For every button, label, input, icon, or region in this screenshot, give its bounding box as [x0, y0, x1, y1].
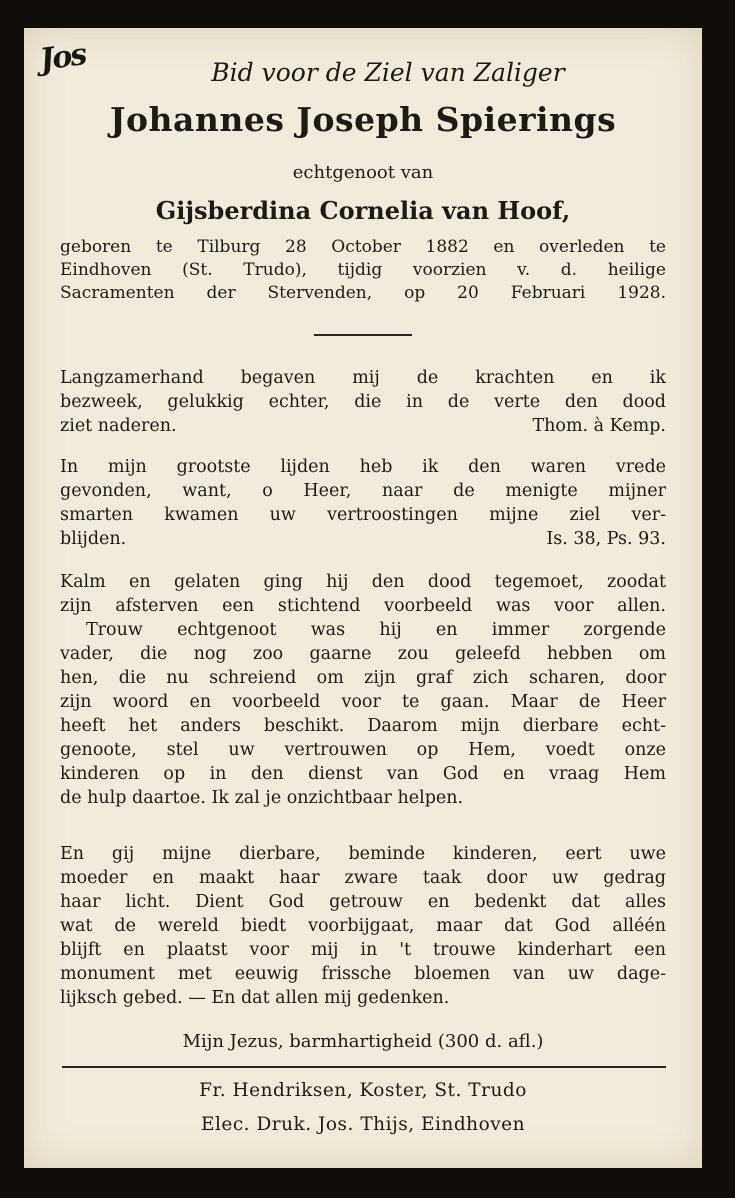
quote-kempis [60, 366, 666, 438]
text-line: gevonden, want, o Heer, naar de menigte mijner [60, 481, 666, 501]
spouse-intro: echtgenoot van [292, 162, 434, 183]
bio-line: geboren te Tilburg 28 October 1882 en overleden te [60, 237, 666, 257]
text-line: heeft het anders beschikt. Daarom mijn dierbare echt- [60, 716, 666, 736]
text-line: moeder en maakt haar zware taak door uw gedrag [60, 868, 666, 888]
text-line: haar licht. Dient God getrouw en bedenkt dat alles [60, 892, 666, 912]
bio-line: Eindhoven (St. Trudo), tijdig voorzien v. d. heilige [60, 260, 666, 280]
paragraph-farewell [60, 570, 666, 810]
bio-line: Sacramenten der Stervenden, op 20 Februari 1928. [60, 283, 666, 303]
memorial-card [24, 28, 702, 1168]
text-line: lijksch gebed. — En dat allen mij gedenken. [60, 988, 450, 1008]
paragraph-children [60, 842, 666, 1010]
prayer-intro: Bid voor de Ziel van Zaliger [211, 58, 565, 87]
spouse-name: Gijsberdina Cornelia van Hoof, [155, 196, 571, 225]
text-line: hen, die nu schreiend om zijn graf zich scharen, door [60, 668, 666, 688]
biography [60, 236, 666, 305]
text-line-start: blijden. [60, 529, 127, 549]
text-line: genoote, stel uw vertrouwen op Hem, voedt onze [60, 740, 666, 760]
closing-prayer: Mijn Jezus, barmhartigheid (300 d. afl.) [182, 1031, 544, 1052]
deceased-name: Johannes Joseph Spierings [109, 100, 617, 139]
text-line: kinderen op in den dienst van God en vraag Hem [60, 764, 666, 784]
divider-short [314, 334, 412, 336]
handwritten-signature: Jos [37, 37, 88, 78]
text-line: Trouw echtgenoot was hij en immer zorgende [86, 620, 666, 640]
text-line: monument met eeuwig frissche bloemen van uw dage- [60, 964, 666, 984]
text-line [60, 414, 666, 438]
text-line: bezweek, gelukkig echter, die in de verte den dood [60, 392, 666, 412]
printer-credit: Elec. Druk. Jos. Thijs, Eindhoven [200, 1114, 526, 1135]
text-line-start: ziet naderen. [60, 416, 177, 436]
sexton-credit: Fr. Hendriksen, Koster, St. Trudo [199, 1080, 527, 1101]
text-line: vader, die nog zoo gaarne zou geleefd hebben om [60, 644, 666, 664]
text-line: smarten kwamen uw vertroostingen mijne ziel ver- [60, 505, 666, 525]
text-line: de hulp daartoe. Ik zal je onzichtbaar helpen. [60, 788, 464, 808]
text-line: zijn woord en voorbeeld voor te gaan. Maar de Heer [60, 692, 666, 712]
quote-source: Is. 38, Ps. 93. [546, 529, 666, 549]
text-line: In mijn grootste lijden heb ik den waren vrede [60, 457, 666, 477]
text-line: Kalm en gelaten ging hij den dood tegemoet, zoodat [60, 572, 666, 592]
text-line: Langzamerhand begaven mij de krachten en ik [60, 368, 666, 388]
text-line: zijn afsterven een stichtend voorbeeld was voor allen. [60, 596, 666, 616]
text-line: wat de wereld biedt voorbijgaat, maar dat God alléén [60, 916, 666, 936]
text-line [60, 527, 666, 551]
text-line: En gij mijne dierbare, beminde kinderen, eert uwe [60, 844, 666, 864]
divider-long [62, 1066, 666, 1068]
quote-source: Thom. à Kemp. [532, 416, 666, 436]
text-line: blijft en plaatst voor mij in 't trouwe kinderhart een [60, 940, 666, 960]
quote-scripture [60, 455, 666, 551]
